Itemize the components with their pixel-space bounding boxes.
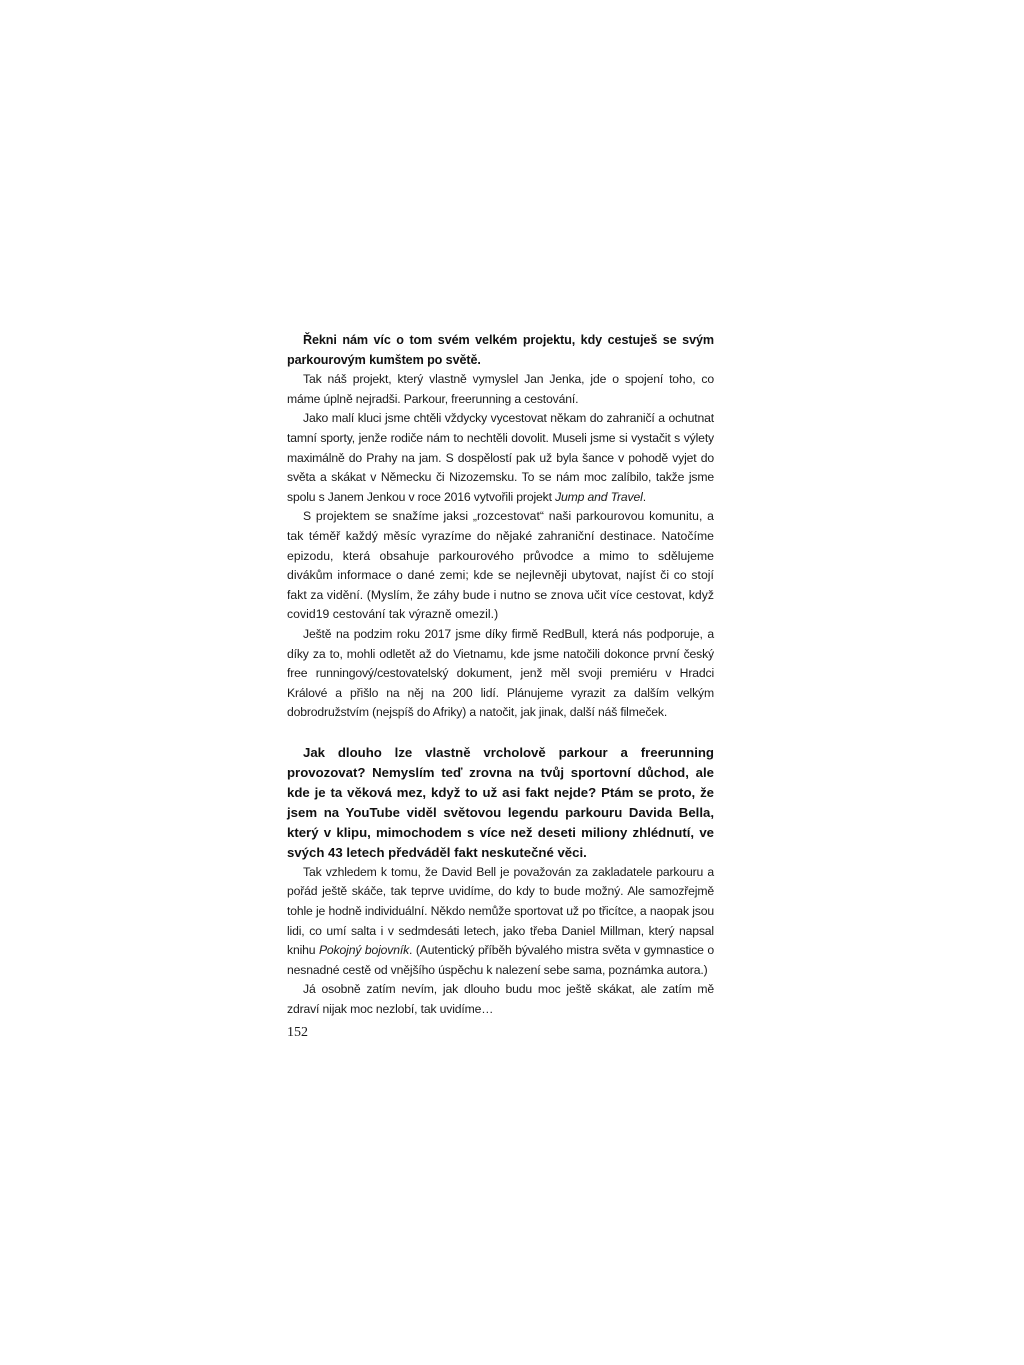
answer-1-paragraph-2-end: . — [642, 489, 646, 504]
interview-text — [287, 331, 714, 1020]
answer-2-paragraph-1-end: . (Autentický příběh bývalého mistra světa v gymnastice o nesnadné cestě od vnějšího úspěchu k nalezení sebe sama, poznámka autora.) — [287, 943, 714, 977]
interview-question-2: Jak dlouho lze vlastně vrcholově parkour a freerunning provozovat? Nemyslím teď zrovna na tvůj sportovní důchod, ale kde je ta věková mez, když to už asi fakt nejde? Ptám se proto, že jsem na YouTube viděl světovou legendu parkouru Davida Bella, který v klipu, mimochodem s více než deseti miliony zhlédnutí, ve svých 43 letech předváděl fakt neskutečné věci. — [287, 744, 714, 860]
answer-2-paragraph-1 — [287, 863, 714, 981]
answer-1-paragraph-2-text: Jako malí kluci jsme chtěli vždycky vycestovat někam do zahraničí a ochutnat tamní sporty, jenže rodiče nám to nechtěli dovolit. Museli jsme si vystačit s výlety maximálně do Prahy na jam. S dospělostí pak už byla šance v pohodě vyjet do světa a skákat v Německu či Nizozemsku. To se nám moc zalíbilo, takže jsme spolu s Janem Jenkou v roce 2016 vytvořili projekt — [287, 411, 714, 504]
answer-1-paragraph-4: Ještě na podzim roku 2017 jsme díky firmě RedBull, která nás podporuje, a díky za to, mohli odletět až do Vietnamu, kde jsme natočili dokonce první český free runningový/cestovatelský dokument, jenž měl svoji premiéru v Hradci Králové a přišlo na něj na 200 lidí. Plánujeme vyrazit za dalším velkým dobrodružstvím (nejspíš do Afriky) a natočit, jak jinak, další náš filmeček. — [287, 626, 714, 720]
answer-1-paragraph-3: S projektem se snažíme jaksi „rozcestovat“ naši parkourovou komunitu, a tak téměř každý měsíc vyrazíme do nějaké zahraniční destinace. Natočíme epizodu, která obsahuje parkourového průvodce a mimo to sdělujeme divákům informace o dané zemi; kde se nejlevněji ubytovat, najíst či co stojí fakt za vidění. (Myslím, že záhy bude i nutno se znova učit více cestovat, když covid19 cestování tak výrazně omezil.) — [287, 509, 714, 622]
page-number: 152 — [287, 1025, 308, 1040]
project-title: Jump and Travel — [555, 489, 643, 504]
section-divider-space — [287, 723, 714, 743]
answer-2-paragraph-1-text: Tak vzhledem k tomu, že David Bell je považován za zakladatele parkouru a pořád ještě skáče, tak teprve uvidíme, do kdy to bude možný. Ale samozřejmě tohle je hodně individuální. Někdo nemůže sportovat už po třicítce, a naopak jsou lidi, co umí salta i v sedmdesáti letech, jako třeba Daniel Millman, který napsal knihu — [287, 864, 714, 958]
answer-1-paragraph-2 — [287, 409, 714, 507]
answer-1-paragraph-1: Tak náš projekt, který vlastně vymyslel Jan Jenka, jde o spojení toho, co máme úplně nejradši. Parkour, freerunning a cestování. — [287, 372, 714, 406]
book-title: Pokojný bojovník — [318, 943, 410, 958]
answer-2-paragraph-2: Já osobně zatím nevím, jak dlouho budu moc ještě skákat, ale zatím mě zdraví nijak moc nezlobí, tak uvidíme… — [287, 982, 714, 1017]
interview-question-1: Řekni nám víc o tom svém velkém projektu, kdy cestuješ se svým parkourovým kumštem po světě. — [287, 333, 714, 367]
